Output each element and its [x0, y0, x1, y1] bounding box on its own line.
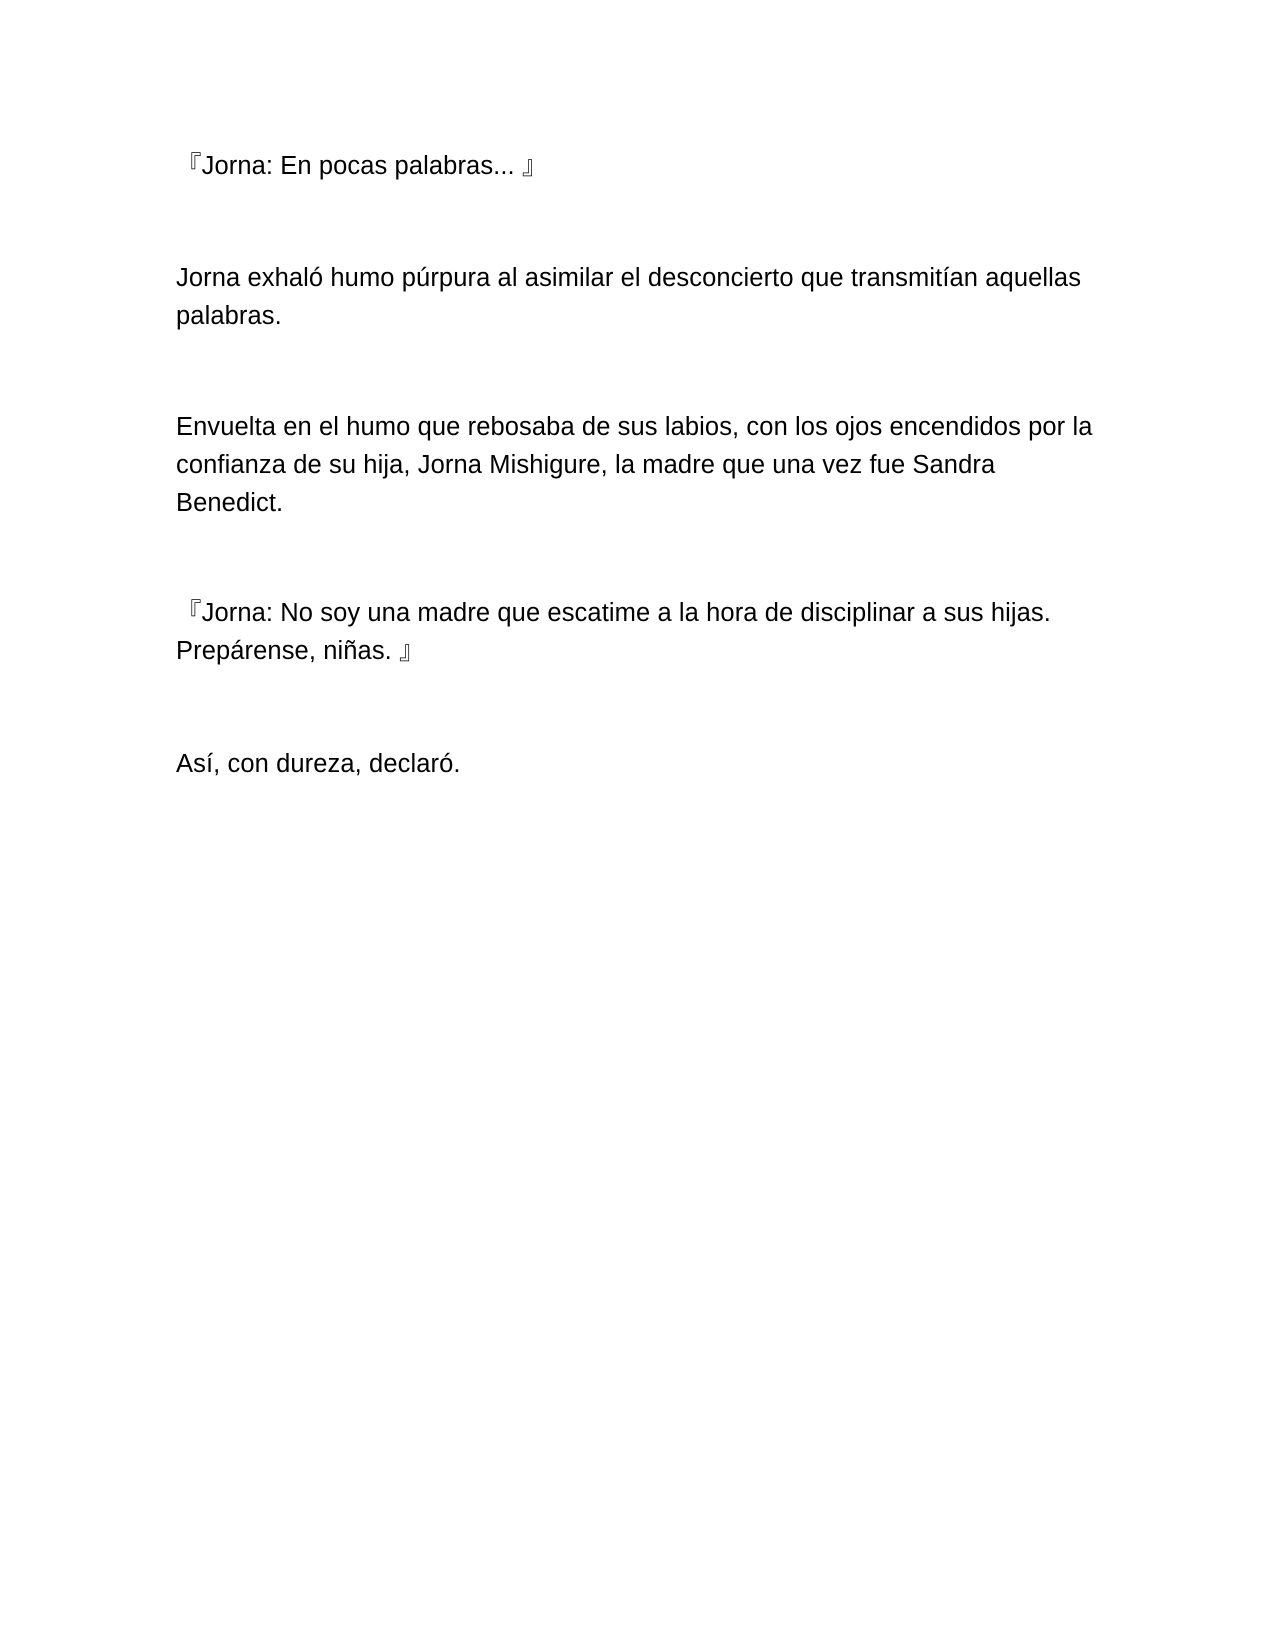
narration-paragraph-2: Envuelta en el humo que rebosaba de sus labios, con los ojos encendidos por la confianza de su hija, Jorna Mishigure, la madre que una vez fue Sandra Benedict. [176, 413, 1093, 517]
dialogue-paragraph-2: 『Jorna: No soy una madre que escatime a la hora de disciplinar a sus hijas. Prepárense, niñas. 』 [176, 599, 1051, 665]
narration-paragraph-1: Jorna exhaló humo púrpura al asimilar el desconcierto que transmitían aquellas palabras. [176, 264, 1082, 330]
dialogue-paragraph-1: 『Jorna: En pocas palabras... 』 [176, 152, 548, 180]
narration-paragraph-3: Así, con dureza, declaró. [176, 750, 461, 778]
